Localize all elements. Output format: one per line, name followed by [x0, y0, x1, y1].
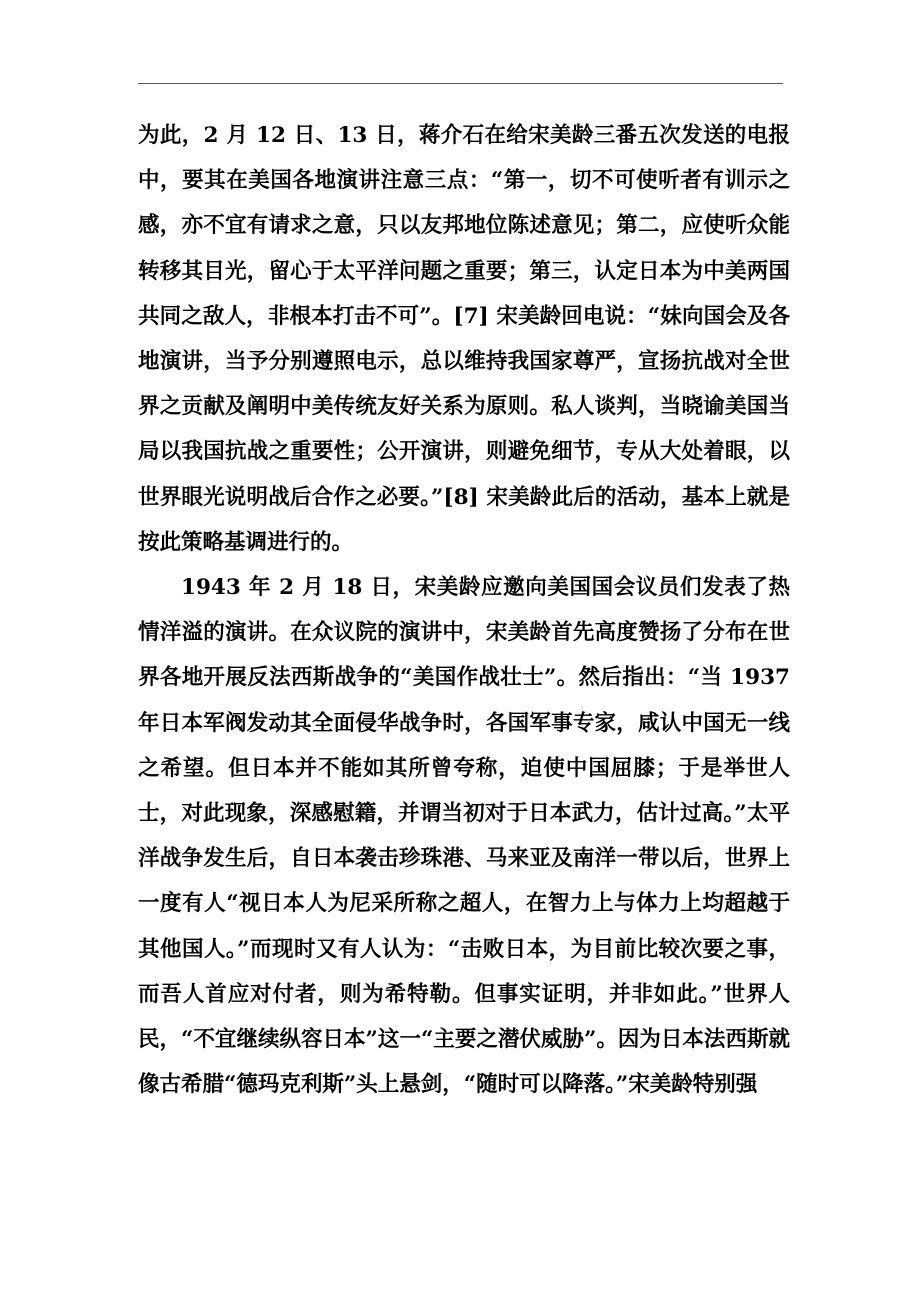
body-text: [138, 113, 790, 1107]
paragraph-2: 1943 年 2 月 18 日，宋美龄应邀向美国国会议员们发表了热情洋溢的演讲。在众议院的演讲中，宋美龄首先高度赞扬了分布在世界各地开展反法西斯战争的“美国作战壮士”。然后指出：“当 1937 年日本军阀发动其全面侵华战争时，各国军事专家，咸认中国无一线之希望。但日本并不能如其所曾夸称，迫使中国屈膝；于是举世人士，对此现象，深感慰籍，并谓当初对于日本武力，估计过高。”太平洋战争发生后，自日本袭击珍珠港、马来亚及南洋一带以后，世界上一度有人“视日本人为尼采所称之超人，在智力上与体力上均超越于其他国人。”而现时又有人认为：“击败日本，为目前比较次要之事，而吾人首应对付者，则为希特勒。但事实证明，并非如此。”世界人民，“不宜继续纵容日本”这一“主要之潜伏威胁”。因为日本法西斯就像古希腊“德玛克利斯”头上悬剑，“随时可以降落。”宋美龄特别强: [138, 575, 790, 1098]
paragraph-1: 为此，2 月 12 日、13 日，蒋介石在给宋美龄三番五次发送的电报中，要其在美国各地演讲注意三点：“第一，切不可使听者有训示之感，亦不宜有请求之意，只以友邦地位陈述意见；第二，应使听众能转移其目光，留心于太平洋问题之重要；第三，认定日本为中美两国共同之敌人，非根本打击不可”。[7] 宋美龄回电说：“妹向国会及各地演讲，当予分别遵照电示，总以维持我国家尊严，宣扬抗战对全世界之贡献及阐明中美传统友好关系为原则。私人谈判，当晓谕美国当局以我国抗战之重要性；公开演讲，则避免细节，专从大处着眼，以世界眼光说明战后合作之必要。”[8] 宋美龄此后的活动，基本上就是按此策略基调进行的。: [138, 123, 790, 555]
header-rule: [138, 83, 783, 84]
